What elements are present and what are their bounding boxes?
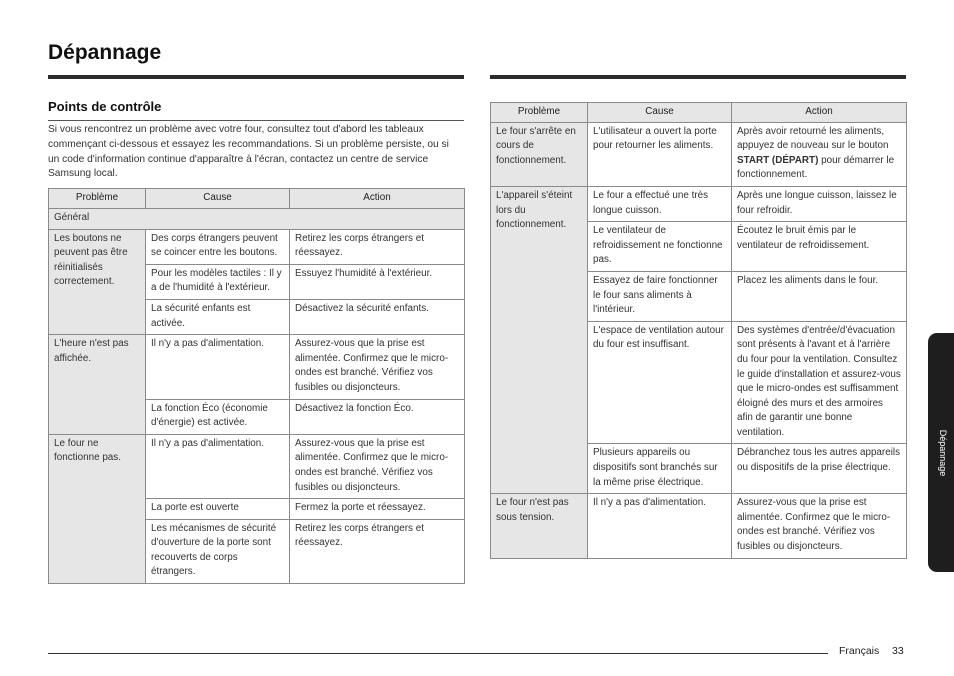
action-cell [732,122,907,186]
header-action: Action [290,189,465,209]
section-title: Points de contrôle [48,99,162,114]
action-cell: Retirez les corps étrangers et réessayez. [290,519,465,583]
cause-cell: Essayez de faire fonctionner le four sans aliments à l'intérieur. [588,271,732,321]
footer-rule [48,653,828,654]
cause-cell: Il n'y a pas d'alimentation. [146,434,290,498]
cause-cell: L'espace de ventilation autour du four est insuffisant. [588,321,732,444]
title-rule-right [490,75,906,79]
table-row [491,122,907,186]
action-text: pour démarrer le fonctionnement. [737,154,895,181]
action-cell: Placez les aliments dans le four. [732,271,907,321]
action-cell: Assurez-vous que la prise est alimentée. Confirmez que le micro-ondes est branché. Vérifiez vos fusibles ou disjoncteurs. [290,335,465,399]
header-cause: Cause [588,103,732,123]
action-cell: Écoutez le bruit émis par le ventilateur de refroidissement. [732,222,907,272]
header-cause: Cause [146,189,290,209]
action-cell: Débranchez tous les autres appareils ou dispositifs de la prise électrique. [732,444,907,494]
problem-cell: Le four ne fonctionne pas. [49,434,146,583]
footer-language: Français [839,645,880,657]
problem-cell: Le four s'arrête en cours de fonctionnement. [491,122,588,186]
action-cell: Après une longue cuisson, laissez le four refroidir. [732,186,907,221]
header-problem: Problème [491,103,588,123]
action-cell: Désactivez la fonction Éco. [290,399,465,434]
header-problem: Problème [49,189,146,209]
cause-cell: Il n'y a pas d'alimentation. [588,494,732,558]
table-header-row [491,103,907,123]
cause-cell: Le four a effectué une très longue cuisson. [588,186,732,221]
table-header-row [49,189,465,209]
cause-cell: Les mécanismes de sécurité d'ouverture de la porte sont recouverts de corps étrangers. [146,519,290,583]
problem-cell: L'heure n'est pas affichée. [49,335,146,435]
table-row [49,335,465,399]
cause-cell: L'utilisateur a ouvert la porte pour retourner les aliments. [588,122,732,186]
action-cell: Désactivez la sécurité enfants. [290,299,465,334]
action-cell: Assurez-vous que la prise est alimentée. Confirmez que le micro-ondes est branché. Vérifiez vos fusibles ou disjoncteurs. [732,494,907,558]
action-cell: Fermez la porte et réessayez. [290,499,465,520]
cause-cell: La porte est ouverte [146,499,290,520]
section-rule [48,120,464,121]
problem-cell: Le four n'est pas sous tension. [491,494,588,558]
cause-cell: Il n'y a pas d'alimentation. [146,335,290,399]
page-number: 33 [892,645,904,657]
side-tab-label: Dépannage [938,429,948,476]
title-rule-left [48,75,464,79]
group-row [49,209,465,230]
cause-cell: La sécurité enfants est activée. [146,299,290,334]
troubleshooting-table-left [48,188,465,584]
cause-cell: Le ventilateur de refroidissement ne fonctionne pas. [588,222,732,272]
troubleshooting-table-right [490,102,907,559]
table-row [49,229,465,264]
group-label: Général [49,209,465,230]
action-cell: Des systèmes d'entrée/d'évacuation sont présents à l'avant et à l'arrière du four pour la ventilation. Consultez le guide d'installation et assurez-vous que le micro-ondes est suffisamment éloigné des murs et des armoires afin de garantir une bonne ventilation. [732,321,907,444]
intro-paragraph: Si vous rencontrez un problème avec votre four, consultez tout d'abord les tableaux commençant ci-dessous et essayez les recommandations. Si un problème persiste, ou si un code d'information continue d'apparaître à l'écran, contactez un centre de service Samsung local. [48,124,449,180]
start-button-label: START (DÉPART) [737,154,819,166]
table-row [491,186,907,221]
cause-cell: Pour les modèles tactiles : Il y a de l'humidité à l'extérieur. [146,264,290,299]
action-cell: Essuyez l'humidité à l'extérieur. [290,264,465,299]
action-text: Après avoir retourné les aliments, appuyez de nouveau sur le bouton [737,125,889,152]
cause-cell: La fonction Éco (économie d'énergie) est activée. [146,399,290,434]
table-row [49,434,465,498]
cause-cell: Plusieurs appareils ou dispositifs sont branchés sur la même prise électrique. [588,444,732,494]
action-cell: Retirez les corps étrangers et réessayez. [290,229,465,264]
problem-cell: L'appareil s'éteint lors du fonctionnement. [491,186,588,493]
chapter-side-tab [928,333,954,572]
page-title: Dépannage [48,41,162,64]
header-action: Action [732,103,907,123]
table-row [491,494,907,558]
action-cell: Assurez-vous que la prise est alimentée. Confirmez que le micro-ondes est branché. Vérifiez vos fusibles ou disjoncteurs. [290,434,465,498]
cause-cell: Des corps étrangers peuvent se coincer entre les boutons. [146,229,290,264]
problem-cell: Les boutons ne peuvent pas être réinitialisés correctement. [49,229,146,335]
